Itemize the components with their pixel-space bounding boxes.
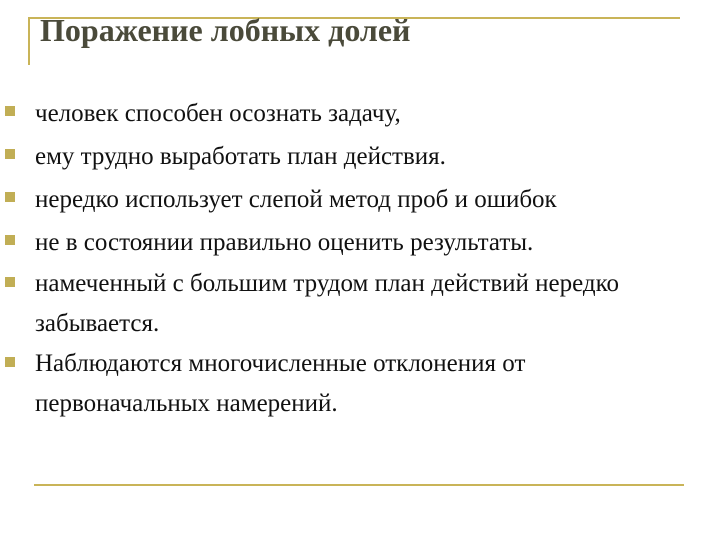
square-bullet-icon: [5, 277, 15, 287]
bullet-text: человек способен осознать задачу,: [35, 100, 401, 127]
bullet-text: намеченный с большим трудом план действий нередко забывается.: [35, 270, 620, 337]
bottom-divider-line: [34, 484, 684, 486]
square-bullet-icon: [5, 149, 15, 159]
bullet-item: [0, 178, 720, 221]
slide-title: Поражение лобных долей: [40, 12, 411, 48]
bullet-list: [0, 92, 720, 424]
square-bullet-icon: [5, 357, 15, 367]
square-bullet-icon: [5, 192, 15, 202]
bullet-text: ему трудно выработать план действия.: [35, 143, 446, 170]
bullet-text: не в состоянии правильно оценить результаты.: [35, 229, 534, 256]
square-bullet-icon: [5, 106, 15, 116]
bullet-text: Наблюдаются многочисленные отклонения от первоначальных намерений.: [35, 350, 526, 417]
title-frame-left-line: [28, 17, 30, 65]
square-bullet-icon: [5, 235, 15, 245]
bullet-item: [0, 92, 720, 135]
bullet-item: [0, 221, 720, 264]
bullet-item: [0, 344, 685, 424]
bullet-item: [0, 135, 720, 178]
bullet-item: [0, 264, 685, 344]
bullet-text: нередко использует слепой метод проб и ошибок: [35, 186, 557, 213]
